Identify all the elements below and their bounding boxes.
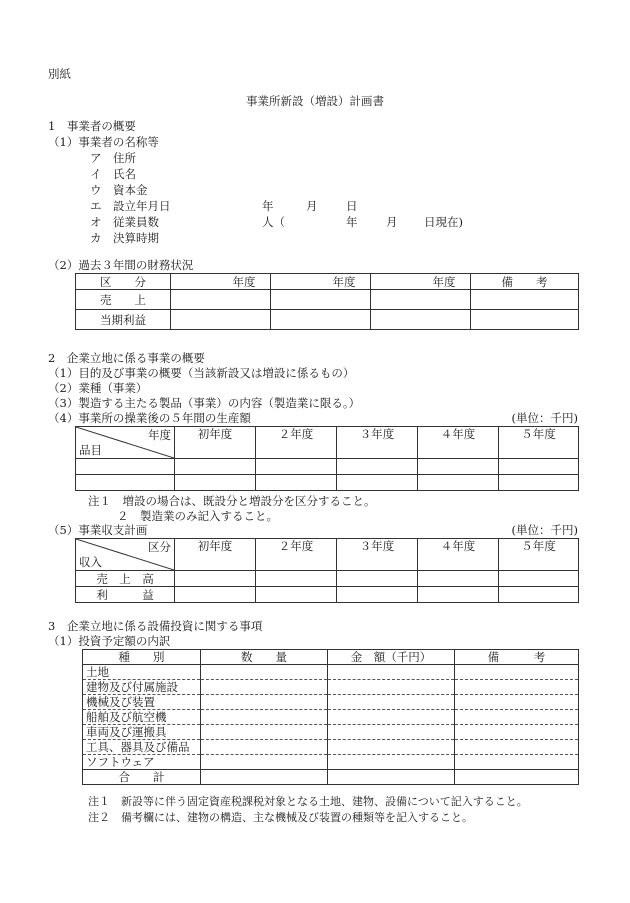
employees-unit: 人（ <box>262 215 285 229</box>
section-2-line-3: （3）製造する主たる製品（事業）の内容（製造業に限る。） <box>48 396 361 410</box>
table-row <box>83 680 579 695</box>
input-cell[interactable] <box>256 571 337 587</box>
input-cell[interactable] <box>371 310 471 330</box>
input-cell[interactable] <box>499 459 579 475</box>
table-row <box>76 310 579 330</box>
table-row <box>83 770 579 785</box>
input-cell[interactable] <box>337 587 418 603</box>
section-3-heading: 3 企業立地に係る設備投資に関する事項 <box>48 619 263 633</box>
input-cell[interactable] <box>328 740 455 755</box>
year-header: ４年度 <box>418 427 499 459</box>
row-label-profit: 利 益 <box>76 587 175 603</box>
item-established: エ 設立年月日 <box>90 199 171 213</box>
row-label-land: 土地 <box>83 665 201 680</box>
attachment-label: 別紙 <box>48 67 71 81</box>
production-table <box>75 426 579 491</box>
table-row <box>83 740 579 755</box>
input-cell[interactable] <box>455 725 579 740</box>
corner-header <box>76 539 175 571</box>
input-cell[interactable] <box>201 755 328 770</box>
section-3-sub-1: （1）投資予定額の内訳 <box>48 634 171 648</box>
input-cell[interactable] <box>271 310 371 330</box>
year-header: ２年度 <box>256 427 337 459</box>
input-cell[interactable] <box>201 770 328 785</box>
input-cell[interactable] <box>455 740 579 755</box>
input-cell[interactable] <box>455 710 579 725</box>
note-4-2: ２ 製造業のみ記入すること。 <box>117 509 278 523</box>
section-1-sub-1: （1）事業者の名称等 <box>48 135 159 149</box>
year-header: ４年度 <box>418 539 499 571</box>
document-title: 事業所新設（増設）計画書 <box>246 94 384 108</box>
table-row <box>83 695 579 710</box>
established-month: 月 <box>306 199 318 213</box>
table-row <box>76 475 579 491</box>
input-cell[interactable] <box>455 665 579 680</box>
item-name: イ 氏名 <box>90 167 136 181</box>
established-year: 年 <box>262 199 274 213</box>
employees-year: 年 <box>346 215 358 229</box>
note-3-2: 注２ 備考欄には、建物の構造、主な機械及び装置の種類等を記入すること。 <box>88 811 473 824</box>
row-label-sales: 売 上 <box>76 290 171 310</box>
table-row <box>83 650 579 665</box>
input-cell[interactable] <box>171 310 271 330</box>
input-cell[interactable] <box>201 695 328 710</box>
employees-asof: 日現在) <box>424 215 463 229</box>
corner-top-label: 年度 <box>148 428 171 442</box>
input-cell[interactable] <box>337 571 418 587</box>
input-cell[interactable] <box>76 475 175 491</box>
year-header: ２年度 <box>256 539 337 571</box>
table-row <box>76 274 579 290</box>
input-cell[interactable] <box>76 459 175 475</box>
input-cell[interactable] <box>256 459 337 475</box>
section-1-heading: 1 事業者の概要 <box>48 119 136 133</box>
investment-table <box>82 649 579 785</box>
table-row <box>76 290 579 310</box>
header-remarks: 備 考 <box>471 274 579 290</box>
input-cell[interactable] <box>418 459 499 475</box>
note-4-1: 注１ 増設の場合は、既設分と増設分を区分すること。 <box>88 494 376 508</box>
header-category: 区 分 <box>76 274 171 290</box>
input-cell[interactable] <box>328 695 455 710</box>
table-row <box>76 459 579 475</box>
input-cell[interactable] <box>328 665 455 680</box>
note-3-1: 注１ 新設等に伴う固定資産税課税対象となる土地、建物、設備について記入すること。 <box>88 795 528 808</box>
input-cell[interactable] <box>418 587 499 603</box>
input-cell[interactable] <box>328 770 455 785</box>
table-row <box>76 571 579 587</box>
header-type: 種 別 <box>83 650 201 665</box>
item-capital: ウ 資本金 <box>90 183 148 197</box>
row-label-buildings: 建物及び付属施設 <box>83 680 201 695</box>
table-row <box>83 755 579 770</box>
row-label-total: 合 計 <box>83 770 201 785</box>
header-year-1: 年度 <box>171 274 271 290</box>
input-cell[interactable] <box>455 755 579 770</box>
unit-label-4: (単位：千円) <box>511 411 578 425</box>
year-header: ５年度 <box>499 427 579 459</box>
row-label-machinery: 機械及び装置 <box>83 695 201 710</box>
row-label-ships-aircraft: 船舶及び航空機 <box>83 710 201 725</box>
header-year-2: 年度 <box>271 274 371 290</box>
input-cell[interactable] <box>171 290 271 310</box>
input-cell[interactable] <box>499 587 579 603</box>
input-cell[interactable] <box>201 740 328 755</box>
section-2-sub-4: （4）事業所の操業後の５年間の生産額 <box>48 411 251 425</box>
item-employees: オ 従業員数 <box>90 215 159 229</box>
table-row <box>76 539 579 571</box>
section-2-heading: 2 企業立地に係る事業の概要 <box>48 351 205 365</box>
established-day: 日 <box>346 199 358 213</box>
input-cell[interactable] <box>455 695 579 710</box>
year-header: 初年度 <box>175 427 256 459</box>
input-cell[interactable] <box>328 725 455 740</box>
input-cell[interactable] <box>175 571 256 587</box>
year-header: ３年度 <box>337 539 418 571</box>
input-cell[interactable] <box>271 290 371 310</box>
row-label-vehicles: 車両及び運搬具 <box>83 725 201 740</box>
input-cell[interactable] <box>418 475 499 491</box>
input-cell[interactable] <box>201 680 328 695</box>
table-row <box>83 665 579 680</box>
table-row <box>83 710 579 725</box>
section-2-line-1: （1）目的及び事業の概要（当該新設又は増設に係るもの） <box>48 366 355 380</box>
row-label-net-profit: 当期利益 <box>76 310 171 330</box>
row-label-net-sales: 売 上 高 <box>76 571 175 587</box>
input-cell[interactable] <box>201 725 328 740</box>
year-header: ３年度 <box>337 427 418 459</box>
input-cell[interactable] <box>201 665 328 680</box>
input-cell[interactable] <box>371 290 471 310</box>
table-row <box>83 725 579 740</box>
row-label-tools: 工具、器具及び備品 <box>83 740 201 755</box>
year-header: 初年度 <box>175 539 256 571</box>
input-cell[interactable] <box>328 680 455 695</box>
input-cell[interactable] <box>337 475 418 491</box>
input-cell[interactable] <box>418 571 499 587</box>
header-amount: 金 額（千円） <box>328 650 455 665</box>
input-cell[interactable] <box>256 475 337 491</box>
corner-top-label: 区分 <box>148 540 171 554</box>
header-quantity: 数 量 <box>201 650 328 665</box>
input-cell[interactable] <box>175 587 256 603</box>
financial-table <box>75 273 579 330</box>
input-cell[interactable] <box>471 310 579 330</box>
section-1-sub-2: （2）過去３年間の財務状況 <box>48 258 194 272</box>
input-cell[interactable] <box>256 587 337 603</box>
input-cell[interactable] <box>471 290 579 310</box>
income-plan-table <box>75 538 579 603</box>
input-cell[interactable] <box>499 475 579 491</box>
section-2-line-2: （2）業種（事業） <box>48 381 148 395</box>
table-row <box>76 427 579 459</box>
corner-header <box>76 427 175 459</box>
row-label-software: ソフトウェア <box>83 755 201 770</box>
employees-month: 月 <box>386 215 398 229</box>
corner-bottom-label: 収入 <box>79 555 102 569</box>
input-cell[interactable] <box>175 459 256 475</box>
input-cell[interactable] <box>328 755 455 770</box>
input-cell[interactable] <box>175 475 256 491</box>
input-cell[interactable] <box>455 680 579 695</box>
input-cell[interactable] <box>499 571 579 587</box>
item-fiscal-period: カ 決算時期 <box>90 231 159 245</box>
input-cell[interactable] <box>201 710 328 725</box>
corner-bottom-label: 品目 <box>79 443 102 457</box>
year-header: ５年度 <box>499 539 579 571</box>
unit-label-5: (単位：千円) <box>511 523 578 537</box>
table-row <box>76 587 579 603</box>
header-year-3: 年度 <box>371 274 471 290</box>
section-2-sub-5: （5）事業収支計画 <box>48 523 148 537</box>
input-cell[interactable] <box>328 710 455 725</box>
input-cell[interactable] <box>337 459 418 475</box>
input-cell[interactable] <box>455 770 579 785</box>
header-remarks: 備 考 <box>455 650 579 665</box>
item-address: ア 住所 <box>90 151 136 165</box>
